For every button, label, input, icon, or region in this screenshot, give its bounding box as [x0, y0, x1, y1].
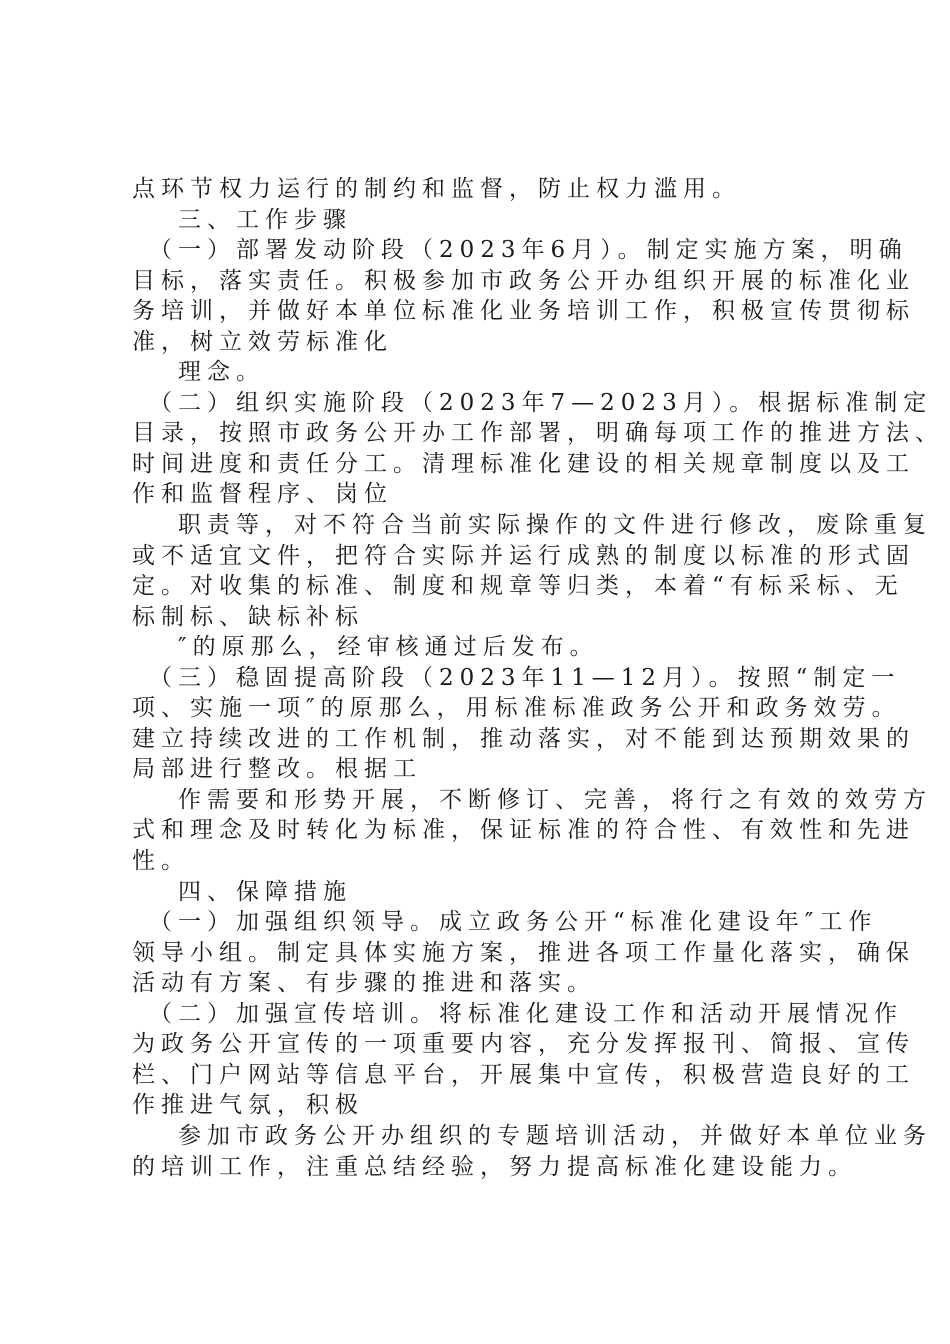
- document-body: [132, 174, 944, 1182]
- text-line: （一）加强组织领导。成立政务公开“标准化建设年″工作: [149, 909, 878, 936]
- text-line: 领导小组。制定具体实施方案，推进各项工作量化落实，确保: [132, 939, 915, 966]
- text-line: 作和监督程序、岗位: [132, 481, 393, 508]
- text-line: 性。: [132, 848, 190, 875]
- text-line: 目标，落实责任。积极参加市政务公开办组织开展的标准化业: [132, 267, 915, 294]
- text-line: 理念。: [178, 359, 265, 386]
- text-line: （一）部署发动阶段（2023年6月）。制定实施方案，明确: [149, 237, 908, 264]
- text-line: （三）稳固提高阶段（2023年11—12月）。按照“制定一: [149, 664, 901, 691]
- text-line: 时间进度和责任分工。清理标准化建设的相关规章制度以及工: [132, 450, 915, 477]
- text-line: 为政务公开宣传的一项重要内容，充分发挥报刊、简报、宣传: [132, 1031, 915, 1058]
- text-line: 目录，按照市政务公开办工作部署，明确每项工作的推进方法、: [132, 420, 944, 447]
- text-line: 局部进行整改。根据工: [132, 756, 422, 783]
- text-line: 职责等，对不符合当前实际操作的文件进行修改，废除重复: [178, 512, 932, 539]
- text-line: 务培训，并做好本单位标准化业务培训工作，积极宣传贯彻标: [132, 298, 915, 325]
- text-line: 参加市政务公开办组织的专题培训活动，并做好本单位业务: [178, 1122, 932, 1149]
- text-line: 准，树立效劳标准化: [132, 328, 393, 355]
- text-line: 或不适宜文件，把符合实际并运行成熟的制度以标准的形式固: [132, 542, 915, 569]
- text-line: 定。对收集的标准、制度和规章等归类，本着“有标采标、无: [132, 573, 904, 600]
- text-line: 点环节权力运行的制约和监督，防止权力滥用。: [132, 176, 741, 202]
- text-line: 活动有方案、有步骤的推进和落实。: [132, 970, 596, 997]
- text-line: 的培训工作，注重总结经验，努力提高标准化建设能力。: [132, 1153, 857, 1180]
- text-line: （二）加强宣传培训。将标准化建设工作和活动开展情况作: [149, 1000, 903, 1027]
- text-line: ″的原那么，经审核通过后发布。: [178, 634, 599, 661]
- text-line: 作推进气氛，积极: [132, 1092, 364, 1119]
- text-line: 四、保障措施: [178, 878, 352, 905]
- text-line: 式和理念及时转化为标准，保证标准的符合性、有效性和先进: [132, 817, 915, 844]
- text-line: 三、工作步骤: [178, 206, 352, 233]
- text-line: （二）组织实施阶段（2023年7—2023月）。根据标准制定: [149, 389, 933, 416]
- text-line: 标制标、缺标补标: [132, 603, 364, 630]
- text-line: 作需要和形势开展，不断修订、完善，将行之有效的效劳方: [178, 786, 932, 813]
- text-line: 建立持续改进的工作机制，推动落实，对不能到达预期效果的: [132, 725, 915, 752]
- text-line: 栏、门户网站等信息平台，开展集中宣传，积极营造良好的工: [132, 1061, 915, 1088]
- text-line: 项、实施一项″的原那么，用标准标准政务公开和政务效劳。: [132, 695, 901, 722]
